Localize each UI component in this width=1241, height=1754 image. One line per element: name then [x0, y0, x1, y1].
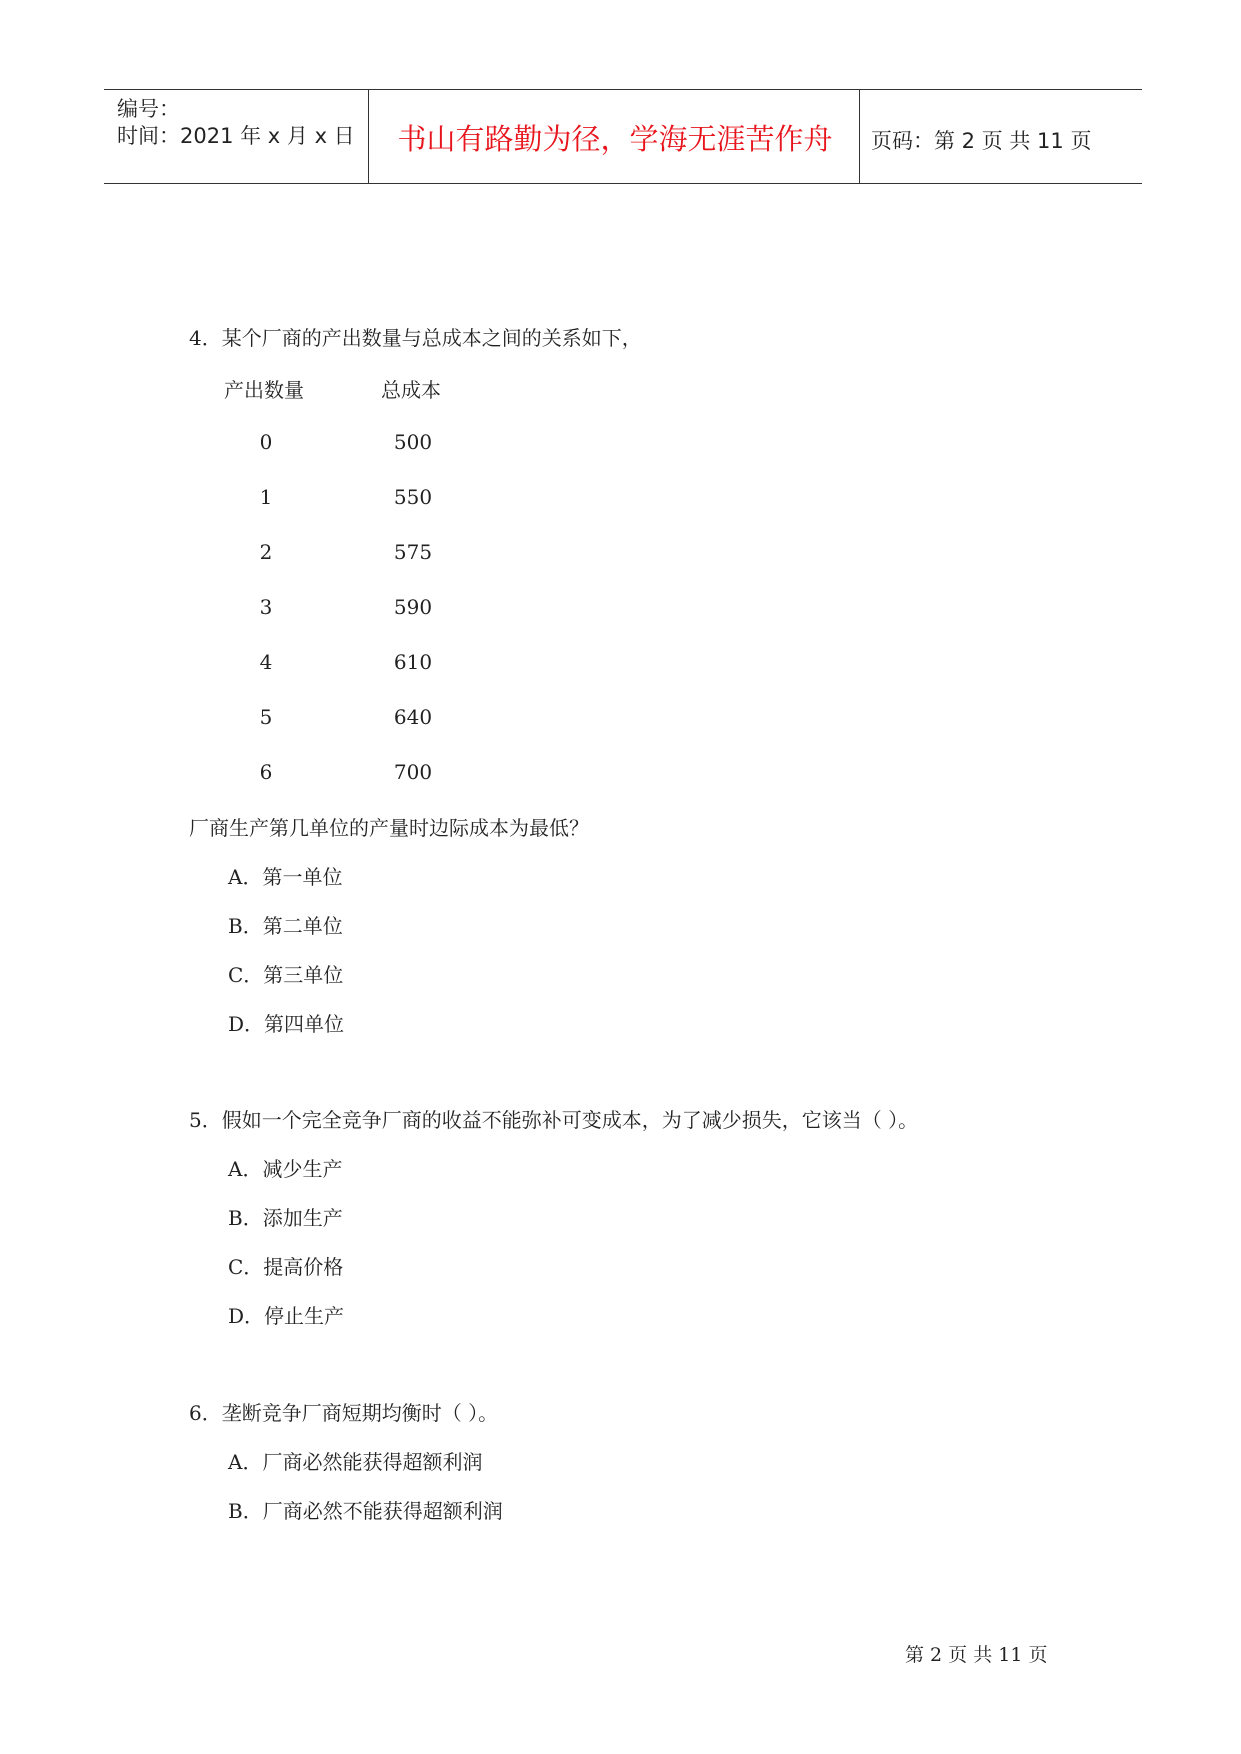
- q4-row-5-cost: 640: [393, 705, 433, 729]
- q4-row-4-output: 4: [259, 650, 273, 674]
- q4-stem: 4．某个厂商的产出数量与总成本之间的关系如下，: [189, 326, 642, 350]
- q4-question: 厂商生产第几单位的产量时边际成本为最低？: [189, 816, 589, 840]
- q4-col-cost-header: 总成本: [381, 378, 441, 402]
- q4-row-0-output: 0: [259, 430, 273, 454]
- header-time-label: 时间：2021 年 x 月 x 日: [117, 124, 355, 148]
- q4-option-a: A．第一单位: [228, 865, 343, 889]
- q4-row-1-output: 1: [259, 485, 273, 509]
- q4-row-2-output: 2: [259, 540, 273, 564]
- footer-page-number: 第 2 页 共 11 页: [905, 1644, 1048, 1666]
- header-top-rule: [104, 89, 1142, 90]
- q4-row-2-cost: 575: [393, 540, 433, 564]
- q4-row-6-cost: 700: [393, 760, 433, 784]
- q4-row-3-cost: 590: [393, 595, 433, 619]
- q4-option-d: D．第四单位: [228, 1012, 345, 1036]
- q5-option-c: C．提高价格: [228, 1255, 344, 1279]
- q6-option-a: A．厂商必然能获得超额利润: [228, 1450, 483, 1474]
- q4-row-1-cost: 550: [393, 485, 433, 509]
- header-bottom-rule: [104, 183, 1142, 184]
- header-page-label: 页码：第 2 页 共 11 页: [871, 129, 1092, 153]
- q4-row-5-output: 5: [259, 705, 273, 729]
- q5-stem: 5．假如一个完全竞争厂商的收益不能弥补可变成本，为了减少损失，它该当（ ）。: [189, 1108, 919, 1132]
- q4-col-output-header: 产出数量: [224, 378, 304, 402]
- q4-option-b: B．第二单位: [228, 914, 343, 938]
- header-number-label: 编号：: [117, 97, 180, 121]
- q5-option-a: A．减少生产: [228, 1157, 343, 1181]
- q4-row-0-cost: 500: [393, 430, 433, 454]
- q4-row-6-output: 6: [259, 760, 273, 784]
- header-motto: 书山有路勤为径，学海无涯苦作舟: [397, 122, 833, 156]
- q5-option-b: B．添加生产: [228, 1206, 343, 1230]
- q6-option-b: B．厂商必然不能获得超额利润: [228, 1499, 503, 1523]
- q5-option-d: D．停止生产: [228, 1304, 345, 1328]
- q4-row-3-output: 3: [259, 595, 273, 619]
- q4-option-c: C．第三单位: [228, 963, 344, 987]
- q6-stem: 6．垄断竞争厂商短期均衡时（ ）。: [189, 1401, 499, 1425]
- q4-row-4-cost: 610: [393, 650, 433, 674]
- header-divider-left: [368, 90, 369, 183]
